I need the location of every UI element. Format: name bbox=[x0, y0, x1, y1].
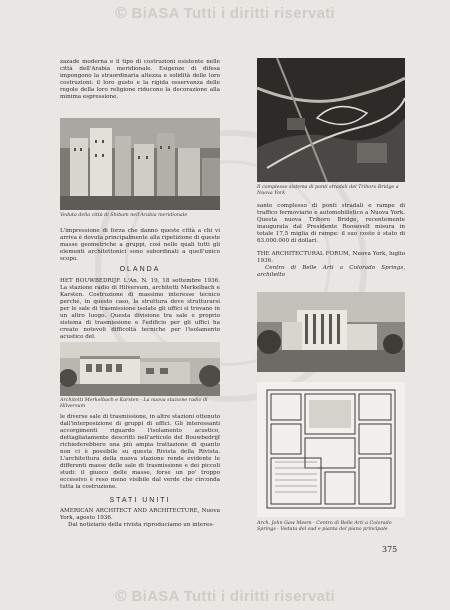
right-para1-text: sante complesso di ponti stradali e rampe di traffico fermoviario e automobilistico a Nuova York. Questa nuova Triboro Bridge, recentemente inaugurata dal Presidente Roosevelt misura in totale 17,5 miglia di rampe: il suo costo è stato di 63.000.000 di dollari. bbox=[257, 203, 405, 244]
left-intro bbox=[60, 59, 220, 101]
caption-shibam: Veduta della città di Shibam nell'Arabia meridionale bbox=[60, 213, 188, 218]
page-number: 375 bbox=[382, 545, 398, 554]
left-para3-text: HET BOUWBEDRIJF. L'An. N. 19, 18 settembre 1936. La stazione radio di Hilversum, architetti Merkelbach e Karsten. Costruzione di massimo interesse tecnico perché, in questo caso, la struttura deve strutturarsi per le sale di trasmissione isolate gli uffici si trovano in un altro luogo. Questa divisione tra sale e proprio sistema di trasmissione e l'edificio per gli uffici ha creato notevoli difficoltà tecniche per l'isolamento acustico del. bbox=[60, 278, 220, 340]
heading-stati-uniti: STATI UNITI bbox=[109, 497, 171, 504]
right-para2-text: THE ARCHITECTURAL FORUM, Nuova York, luglio 1936. bbox=[257, 251, 405, 264]
caption-triboro: Il complesso sistema di ponti stradali del Triboro Bridge a Nuova York bbox=[257, 185, 399, 196]
left-para5 bbox=[60, 508, 220, 529]
copyright-icon: © bbox=[114, 5, 128, 22]
left-para4 bbox=[60, 414, 220, 491]
photo-shibam bbox=[60, 118, 220, 210]
watermark-top bbox=[0, 5, 450, 23]
photo-triboro-bridge bbox=[257, 58, 405, 182]
left-para4-text: le diverse sale di trasmissione, in altre stazioni ottenuto dall'interposizione di gruppi di uffici. Gli interessanti accorgimenti riguardo l'isolamento acustico, dettagliatamente descritti nell'articolo del Bouwbedrijf richiederebbero una più ampia trattazione di quanto non ci è possibile su questa Rivista della Rivista. L'architettura della nuova stazione rende evidente le differenti masse delle sale di trasmissione e dei piccoli studi: il giuoco delle masse, forse un po' troppo eccessivo è reso meno visibile dal verde che circonda tutta la costruzione. bbox=[60, 414, 220, 490]
copyright-icon-bottom: © bbox=[114, 588, 128, 605]
heading-olanda: OLANDA bbox=[119, 266, 161, 273]
photo-colorado-springs bbox=[257, 292, 405, 372]
right-para3-text: Centro di Belle Arti a Colorado Springs, architetto bbox=[257, 265, 405, 278]
watermark-top-text: BiASA Tutti i diritti riservati bbox=[131, 5, 336, 22]
watermark-bottom bbox=[0, 588, 450, 606]
left-para3 bbox=[60, 278, 220, 341]
left-para5-text: AMERICAN ARCHITECT AND ARCHITECTURE, Nuova York, agosto 1936. bbox=[60, 508, 220, 521]
watermark-bottom-text: BiASA Tutti i diritti riservati bbox=[131, 588, 336, 605]
right-para1 bbox=[257, 203, 405, 245]
floor-plan-drawing bbox=[257, 382, 405, 517]
right-para2 bbox=[257, 251, 405, 279]
caption-colorado: Arch. John Gaw Meem - Centro di Belle Arti a Colorado Springs - Veduta del sud e pianta del piano principale bbox=[257, 521, 392, 532]
left-intro-text: zazade moderna e il tipo di costruzioni esistente nelle città dell'Arabia meridionale. Esigenze di difesa impongono la straordinaria altezza e solidità delle loro costruzioni: il loro gusto e la rigida osservanza delle regole della loro religione riducono la decorazione alla minima espressione. bbox=[60, 59, 220, 100]
left-para2 bbox=[60, 228, 220, 263]
left-para6-text: Dal notiziario della rivista riproduciamo un interes- bbox=[68, 522, 214, 528]
caption-hilversum: Architetti Merkelbach e Karsten - La nuova stazione radio di Hilversum bbox=[60, 398, 208, 409]
left-para2-text: L'impressione di forza che danno queste città a chi vi arriva è dovuta principalmente alla ripetizione di queste masse geometriche a gruppi, così nelle quali tutti gli elementi architettonici sono subordinati a quell'unico scopo. bbox=[60, 228, 221, 262]
photo-hilversum bbox=[60, 342, 220, 396]
